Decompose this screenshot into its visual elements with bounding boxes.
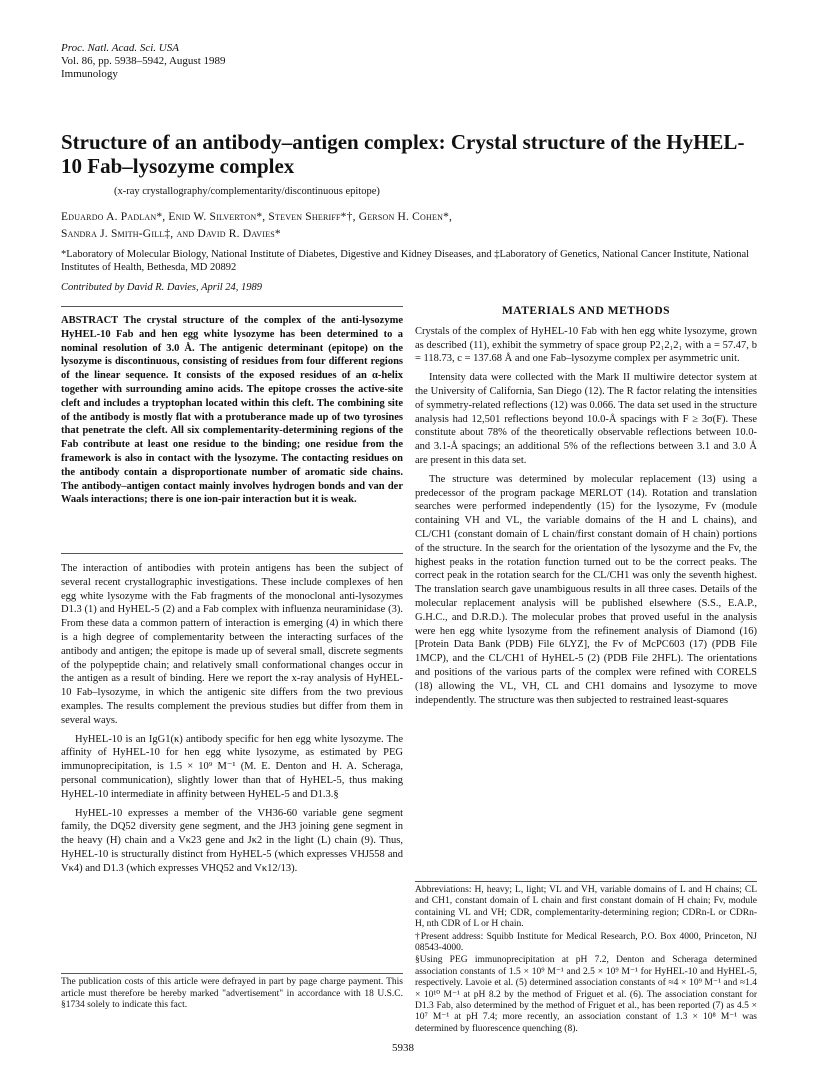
affiliation: *Laboratory of Molecular Biology, National Institute of Diabetes, Digestive and Kidney Diseases, and ‡Laboratory of Genetics, National Cancer Institute, National Institutes of Health, Bethesda, MD 20892: [61, 249, 750, 273]
footnote-present-address: †Present address: Squibb Institute for Medical Research, P.O. Box 4000, Princeton, NJ 08543-4000.: [415, 931, 757, 954]
page-number: 5938: [392, 1042, 414, 1054]
journal-header: [61, 42, 226, 81]
intro-paragraph-1: The interaction of antibodies with protein antigens has been the subject of several recent crystallographic investigations. These include complexes of hen egg white lysozyme with the Fab fragments of the monoclonal anti-lysozymes D1.3 (1) and HyHEL-5 (2) and a Fab complex with influenza neuraminidase (3). From these data a common pattern of interaction is emerging (4) in which there is a high degree of complementarity between the interacting surfaces of the antibody and antigen; the epitope is made up of several small, discrete segments of the polypeptide chain; and relatively small conformational changes occur in the antigen as a result of binding. Here we report the x-ray analysis of HyHEL-10 Fab–lysozyme, in which the antigenic site differs from the two previous examples. The results complement the previous studies but differ from them in several ways.: [61, 563, 403, 726]
footnote-divider-left: [61, 973, 403, 974]
left-column: [61, 562, 403, 881]
methods-paragraph-3: The structure was determined by molecular replacement (13) using a predecessor of the program package MERLOT (14). Rotation and translation searches were performed independently (15) for the lysozyme, Fv (module containing VH and VL, the variable domains of the H and L chains), and CL/CH1 (constant domain of L chain/first constant domain of H chain) portions of the structure. In the search for the orientation of the lysozyme and the Fv, the highest peaks in the rotation function turned out to be the correct peaks. The correct peak in the rotation search for the CL/CH1 was only the seventh highest. The translation search gave unambiguous results in all three cases. Details of the molecular replacement analysis will be published elsewhere (S.S., E.A.P., G.H.C., and D.R.D.). The molecular probes that proved useful in the analysis were hen egg white lysozyme from the refinement analysis of Diamond (16) [Protein Data Bank (PDB) File 6LYZ], the Fv of McPC603 (17) (PDB File 1MCP), and the CL/CH1 of HyHEL-5 (2) (PDB File 2HFL). The orientations and positions of the various parts of the complex were refined with CORELS (18) allowing the VL, VH, CL and CH1 domains and lysozyme to move independently. The structure was then subjected to restrained least-squares: [415, 473, 757, 706]
author-list: [61, 209, 761, 243]
authors-line-2: Sandra J. Smith-Gill‡, and David R. Davies*: [61, 228, 281, 240]
methods-paragraph-1: Crystals of the complex of HyHEL-10 Fab with hen egg white lysozyme, grown as described (11), exhibit the symmetry of space group P2₁2₁2₁ with a = 57.47, b = 118.73, c = 137.68 Å and one Fab–lysozyme complex per asymmetric unit.: [415, 325, 757, 365]
footnote-association-constants: §Using PEG immunoprecipitation at pH 7.2, Denton and Scheraga determined association constants of 1.5 × 10⁹ M⁻¹ and 2.5 × 10⁹ M⁻¹ for HyHEL-10 and HyHEL-5, respectively. Lavoie et al. (5) determined association constants of ≈4 × 10⁹ M⁻¹ and ≈1.4 × 10¹⁰ M⁻¹ at pH 8.2 by the method of Friguet et al. (6). The association constant for D1.3 Fab, also determined by the method of Friguet et al., has been reported (7) as 4.5 × 10⁷ M⁻¹ at pH 7.4; more recently, an association constant of 1.3 × 10⁸ M⁻¹ was determined by fluorescence quenching (8).: [415, 955, 757, 1034]
methods-paragraph-2: Intensity data were collected with the Mark II multiwire detector system at the University of California, San Diego (12). The R factor relating the intensities of symmetry-related reflections (12) was 0.066. The data set used in the structure analysis had 12,501 reflections beyond 10.0-Å spacings with F ≥ 3σ(F). These constitute about 78% of the theoretically observable reflections between 10.0- and 3.1-Å spacings; an additional 5% of the reflections between 3.1 and 3.0 Å are present in this data set.: [415, 372, 757, 466]
section-heading-methods: MATERIALS AND METHODS: [501, 305, 671, 317]
keywords: (x-ray crystallography/complementarity/discontinuous epitope): [114, 186, 380, 197]
footnotes-right: [415, 885, 757, 1036]
journal-section: Immunology: [61, 68, 118, 80]
journal-name: Proc. Natl. Acad. Sci. USA: [61, 42, 179, 54]
journal-volume: Vol. 86, pp. 5938–5942, August 1989: [61, 55, 226, 67]
footnote-abbreviations: Abbreviations: H, heavy; L, light; VL and VH, variable domains of L and H chains; CL and CH1, constant domain of L chain and first constant domain of H chain; Fv, module containing VL and VH; CDR, complementarity-determining region; CDRn-L or CDRn-H, nth CDR of L or H chain.: [415, 885, 757, 930]
authors-line-1: Eduardo A. Padlan*, Enid W. Silverton*, Steven Sheriff*†, Gerson H. Cohen*,: [61, 211, 453, 223]
intro-paragraph-2: HyHEL-10 is an IgG1(κ) antibody specific for hen egg white lysozyme. The affinity of HyHEL-10 for hen egg white lysozyme, as estimated by PEG immunoprecipitation, is 1.5 × 10⁹ M⁻¹ (M. E. Denton and H. A. Scheraga, personal communication), slightly lower than that of HyHEL-5, thus making HyHEL-10 intermediate in affinity between HyHEL-5 and D1.3.§: [61, 733, 403, 800]
abstract: ABSTRACT The crystal structure of the complex of the anti-lysozyme HyHEL-10 Fab and hen egg white lysozyme has been determined to a nominal resolution of 3.0 Å. The antigenic determinant (epitope) on the lysozyme is discontinuous, consisting of residues from four different regions of the linear sequence. It consists of the exposed residues of an α-helix together with surrounding amino acids. The epitope crosses the active-site cleft and includes a tryptophan located within this cleft. The combining site of the antibody is mostly flat with a protuberance made up of two tyrosines that penetrate the cleft. All six complementarity-determining regions of the Fab contribute at least one residue to the binding; one residue from the framework is also in contact with the lysozyme. The contacting residues on the antibody contain a disproportionate number of aromatic side chains. The antibody–antigen contact mainly involves hydrogen bonds and van der Waals interactions; there is one ion-pair interaction but it is weak.: [61, 315, 403, 506]
publication-costs-note: The publication costs of this article were defrayed in part by page charge payment. This article must therefore be hereby marked "advertisement" in accordance with 18 U.S.C. §1734 solely to indicate this fact.: [61, 977, 403, 1010]
paper-title: Structure of an antibody–antigen complex: Crystal structure of the HyHEL-10 Fab–lysozyme complex: [61, 130, 745, 178]
footnote-divider-right: [415, 881, 757, 882]
right-column: [415, 305, 757, 712]
intro-paragraph-3: HyHEL-10 expresses a member of the VH36-60 variable gene segment family, the DQ52 diversity gene segment, and the JH3 joining gene segment in the heavy (H) chain and a Vκ23 gene and Jκ2 in the light (L) chain (9). Thus, HyHEL-10 is structurally distinct from HyHEL-5 (which expresses VHJ558 and Vκ4) and D1.3 (which expresses VHQ52 and Vκ12/13).: [61, 807, 403, 874]
contributed-by: Contributed by David R. Davies, April 24, 1989: [61, 282, 263, 293]
